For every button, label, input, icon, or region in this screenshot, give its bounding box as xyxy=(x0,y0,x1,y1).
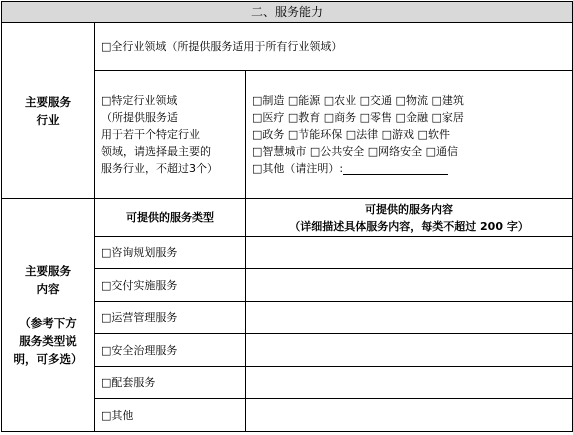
content-note-line2: 服务类型说 xyxy=(19,334,77,348)
section-title: 二、服务能力 xyxy=(2,2,573,23)
industry-options-row-1[interactable]: □医疗 □教育 □商务 □零售 □金融 □家居 xyxy=(252,111,464,124)
service-type-consulting[interactable]: □咨询规划服务 xyxy=(95,237,246,269)
specific-industry-option[interactable] xyxy=(95,71,246,199)
service-type-operations[interactable]: □运营管理服务 xyxy=(95,302,246,334)
service-type-supporting[interactable]: □配套服务 xyxy=(95,367,246,399)
specific-desc-line-4: 服务行业，不超过3个） xyxy=(101,162,218,175)
content-label-line2: 内容 xyxy=(36,282,60,296)
service-type-delivery[interactable]: □交付实施服务 xyxy=(95,269,246,302)
service-type-security[interactable]: □安全治理服务 xyxy=(95,334,246,367)
service-type-other[interactable]: □其他 xyxy=(95,399,246,432)
service-content-supporting[interactable] xyxy=(246,367,573,399)
industry-label xyxy=(2,23,95,199)
content-label-line1: 主要服务 xyxy=(25,264,71,278)
industry-other-row xyxy=(252,160,566,177)
industry-options-row-0[interactable]: □制造 □能源 □农业 □交通 □物流 □建筑 xyxy=(252,94,464,107)
service-content-header-line1: 可提供的服务内容 xyxy=(365,202,454,216)
specific-desc-line-1: （所提供服务适 xyxy=(101,111,178,124)
industry-other-input[interactable] xyxy=(343,163,448,175)
content-label xyxy=(2,199,95,432)
service-content-delivery[interactable] xyxy=(246,269,573,302)
specific-desc-line-0: □特定行业领域 xyxy=(101,94,178,107)
specific-desc-line-3: 领域，请选择最主要的 xyxy=(101,145,211,158)
service-content-consulting[interactable] xyxy=(246,237,573,269)
service-content-security[interactable] xyxy=(246,334,573,367)
all-industries-checkbox[interactable]: □全行业领域（所提供服务适用于所有行业领域） xyxy=(95,23,573,71)
form-table xyxy=(1,1,573,432)
industry-options-row-3[interactable]: □智慧城市 □公共安全 □网络安全 □通信 xyxy=(252,145,459,158)
industry-label-line1: 主要服务 xyxy=(25,94,71,109)
industry-options-row-2[interactable]: □政务 □节能环保 □法律 □游戏 □软件 xyxy=(252,128,450,141)
service-content-header-line2: （详细描述具体服务内容，每类不超过 200 字） xyxy=(289,219,529,233)
content-note-line1: （参考下方 xyxy=(19,316,77,330)
content-note-line3: 明，可多选） xyxy=(13,352,83,366)
service-content-other[interactable] xyxy=(246,399,573,432)
industry-other-label[interactable]: □其他（请注明）: xyxy=(252,162,344,175)
service-type-header: 可提供的服务类型 xyxy=(95,199,246,237)
specific-desc-line-2: 用于若干个特定行业 xyxy=(101,128,200,141)
service-content-header xyxy=(246,199,573,237)
industry-options xyxy=(246,71,573,199)
industry-label-line2: 行业 xyxy=(36,112,60,127)
service-content-operations[interactable] xyxy=(246,302,573,334)
